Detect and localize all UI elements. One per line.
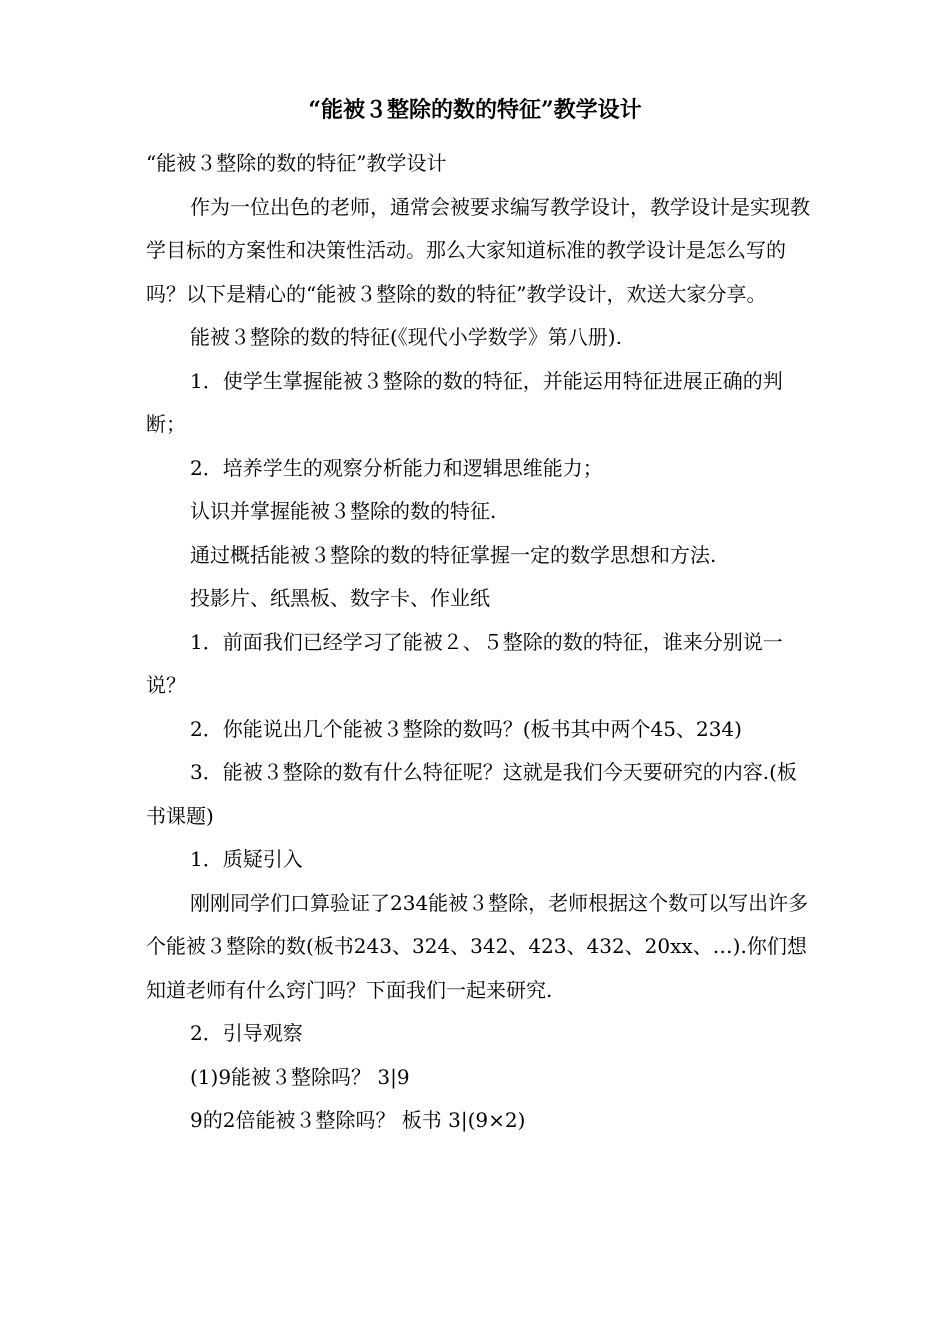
paragraph-11: 1．质疑引入: [190, 847, 303, 871]
paragraph-13: 2．引导观察: [190, 1021, 303, 1045]
document-body: [146, 142, 814, 1143]
paragraph-15: 9的2倍能被３整除吗？ 板书 3|(9×2): [190, 1108, 526, 1132]
paragraph-2: 能被３整除的数的特征(《现代小学数学》第八册).: [190, 325, 622, 349]
paragraph-6: 通过概括能被３整除的数的特征掌握一定的数学思想和方法.: [190, 542, 717, 567]
paragraph-12: 刚刚同学们口算验证了234能被３整除，老师根据这个数可以写出许多个能被３整除的数(板书243、324、342、423、432、20xx、…).你们想知道老师有什么窍门吗？下面我们一起来研究.: [146, 890, 809, 1002]
paragraph-4: 2．培养学生的观察分析能力和逻辑思维能力；: [190, 455, 603, 480]
paragraph-9: 2．你能说出几个能被３整除的数吗？(板书其中两个45、234): [190, 716, 742, 741]
paragraph-3: 1．使学生掌握能被３整除的数的特征，并能运用特征进展正确的判断；: [146, 368, 783, 436]
paragraph-14: (1)9能被３整除吗？ 3|9: [190, 1064, 410, 1089]
paragraph-0: “能被３整除的数的特征”教学设计: [146, 151, 447, 175]
document-title: “能被３整除的数的特征”教学设计: [308, 97, 642, 123]
paragraph-8: 1．前面我们已经学习了能被２、５整除的数的特征，谁来分别说一说？: [146, 629, 783, 697]
paragraph-10: 3．能被３整除的数有什么特征呢？这就是我们今天要研究的内容.(板书课题): [146, 760, 797, 828]
paragraph-7: 投影片、纸黑板、数字卡、作业纸: [190, 586, 490, 610]
paragraph-1: 作为一位出色的老师，通常会被要求编写教学设计，教学设计是实现教学目标的方案性和决策性活动。那么大家知道标准的教学设计是怎么写的吗？以下是精心的“能被３整除的数的特征”教学设计，欢送大家分享。: [146, 194, 810, 306]
paragraph-5: 认识并掌握能被３整除的数的特征.: [190, 499, 497, 523]
